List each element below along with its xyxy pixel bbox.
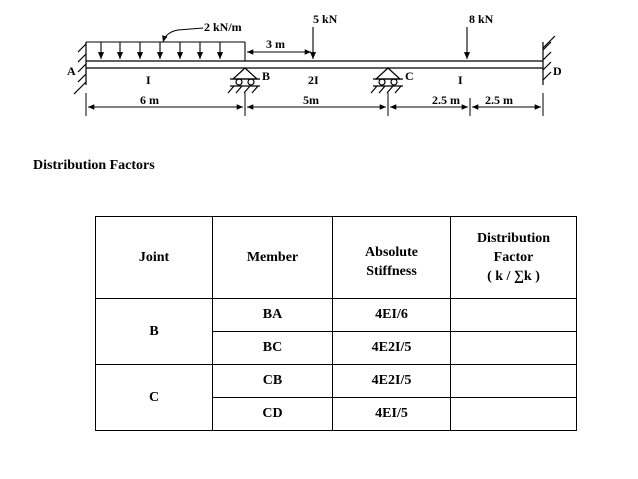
load-offset-label: 3 m [266,37,285,51]
header-member-label: Member [246,250,299,265]
distributed-load [86,42,245,61]
header-member [213,217,333,299]
beam-diagram [0,0,638,135]
header-joint-label: Joint [138,250,170,265]
support-label-a: A [67,64,76,78]
header-stiffness [333,217,451,299]
stiffness-cell: 4E2I/5 [333,365,451,398]
span-label-load-d: 2.5 m [485,93,513,107]
header-stiffness-line2: Stiffness [366,263,417,279]
point-load-1-label: 5 kN [313,12,338,26]
beam [86,61,543,68]
support-label-d: D [553,64,562,78]
member-cell: BC [213,332,333,365]
joint-cell-b: B [96,299,213,365]
stiffness-cell: 4E2I/5 [333,332,451,365]
factor-cell [451,398,577,431]
member-cell: CB [213,365,333,398]
table-row [96,365,577,398]
member-cell: BA [213,299,333,332]
span-label-ab: 6 m [140,93,159,107]
support-label-b: B [262,69,271,83]
member-property-cd: I [458,73,463,87]
member-property-bc: 2I [308,73,319,87]
header-joint [96,217,213,299]
roller-support-c [371,68,403,93]
udl-leader [163,28,203,42]
span-label-bc: 5m [303,93,319,107]
joint-cell-c: C [96,365,213,431]
header-stiffness-line1: Absolute [365,244,418,260]
distribution-factor-table [95,216,577,431]
span-label-c-load: 2.5 m [432,93,460,107]
header-factor-line3: ( k / ∑k ) [487,269,540,284]
roller-support-b [228,68,260,93]
stiffness-cell: 4EI/5 [333,398,451,431]
stiffness-cell: 4EI/6 [333,299,451,332]
table-row [96,299,577,332]
member-cell: CD [213,398,333,431]
udl-label: 2 kN/m [204,20,242,34]
header-factor-line2: Factor [493,250,534,265]
factor-cell [451,332,577,365]
header-factor [451,217,577,299]
table-header-row [96,217,577,299]
header-factor-line1: Distribution [476,231,551,246]
factor-cell [451,365,577,398]
section-heading: Distribution Factors [33,158,155,173]
support-label-c: C [405,69,414,83]
point-load-2-label: 8 kN [469,12,494,26]
member-property-ab: I [146,73,151,87]
fixed-support-a [74,42,86,94]
factor-cell [451,299,577,332]
